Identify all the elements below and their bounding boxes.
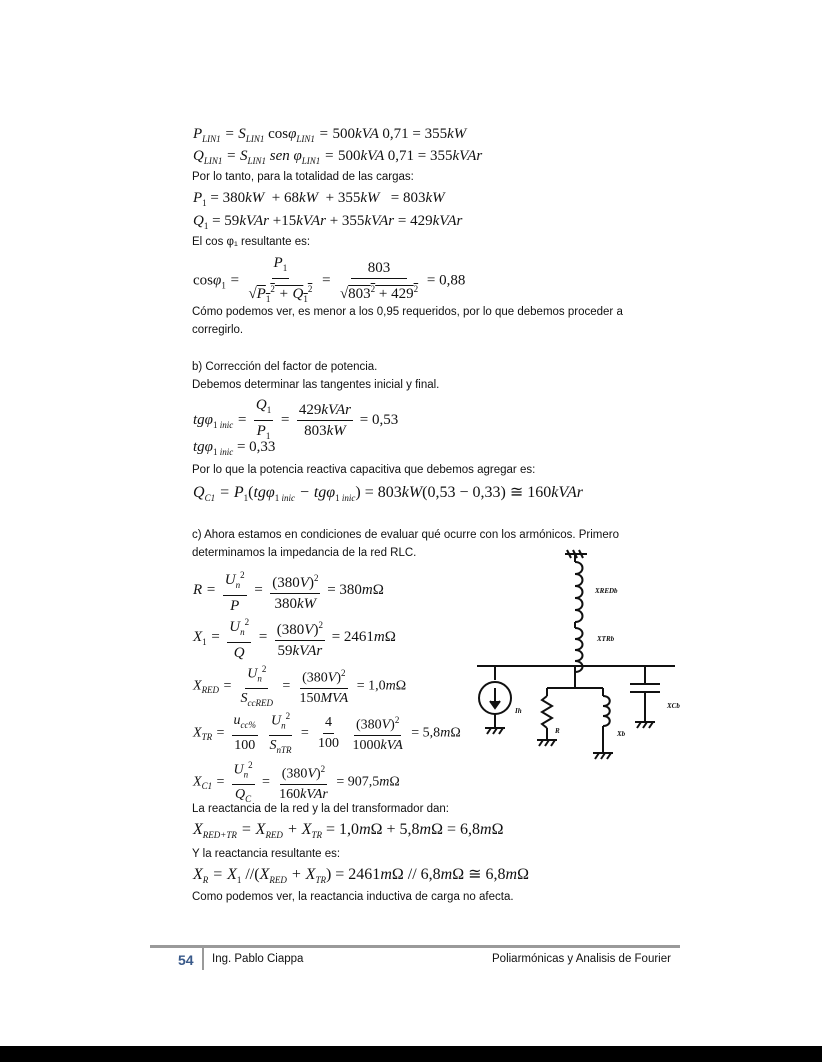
equation-p1: $P_1 = 380kW + 68kW + 355kW = 803kW$ xyxy=(193,190,445,208)
label-xc: XCb xyxy=(667,702,680,710)
text-c-1: c) Ahora estamos en condiciones de evaluar qué ocurre con los armónicos. Primero xyxy=(192,529,619,541)
text-como-2: corregirlo. xyxy=(192,324,244,336)
page-number: 54 xyxy=(178,952,194,968)
equation-q1: $Q_1$ = 59kVAr +15kVAr + 355kVAr = 429kVAr xyxy=(193,213,463,231)
text-b-text: Debemos determinar las tangentes inicial y final. xyxy=(192,379,440,391)
equation-r: R = $\frac{U_n^2}{P}$ = $\frac{(380V)^2}{380kW}$ = 380mΩ xyxy=(193,566,384,615)
text-reactancia-red: La reactancia de la red y la del transformador dan: xyxy=(192,803,449,815)
label-xtr: XTRb xyxy=(597,635,615,643)
rlc-circuit-diagram xyxy=(475,548,685,773)
equation-xtr: $X_{TR}$ = $\frac{u_{cc\%}}{100}$ $\frac{U_n^2}{S_{nTR}}$ = $\frac{4}{100}$ $\frac{(380V)^2}{\text{1000kVA}}$ = 5,8mΩ xyxy=(193,707,461,759)
text-como-1: Cómo podemos ver, es menor a los 0,95 requeridos, por lo que debemos proceder a xyxy=(192,306,623,318)
equation-xred: $X_{RED}$ = $\frac{U_n^2}{S_{ccRED}}$ = $\frac{(380V)^2}{\text{150MVA}}$ = 1,0mΩ xyxy=(193,660,406,712)
equation-xr: $X_R = X_1$ $//(X_{RED} + X_{TR}) = 2461m\Omega // 6,8m\Omega$ ≅ 6,8mΩ xyxy=(193,866,529,886)
bottom-edge-bar xyxy=(0,1046,822,1062)
inductor-xred xyxy=(575,562,583,622)
text-conclusion: Como podemos ver, la reactancia inductiva de carga no afecta. xyxy=(192,891,514,903)
inductor-xb xyxy=(603,696,610,726)
label-xb: Xb xyxy=(617,730,626,738)
equation-tg-inic: tgφ$_1$ $_{inic}$ = $\frac{Q_1}{P_1}$ = $\frac{\text{429kVAr}}{803kW}$ = 0,53 xyxy=(193,397,399,441)
text-reactancia-res: Y la reactancia resultante es: xyxy=(192,848,341,860)
equation-p-lin1: $P_{LIN1} = S_{LIN1}$ cosφ$_{LIN1}$ = 500kVA 0,71 = 355kW xyxy=(193,126,467,144)
equation-cos-phi1: cosφ$_1$ = $\frac{P_1}{√P_1^2 + Q_1^2}$ = $\frac{803}{√803^2 + 429^2}$ = 0,88 xyxy=(193,255,466,304)
equation-x1: $X_1$ = $\frac{U_n^2}{Q}$ = $\frac{(380V)^2}{\text{59kVAr}}$ = 2461mΩ xyxy=(193,613,396,662)
equation-xred-tr: $X_{RED+TR} = X_{RED} + X_{TR} = 1,0m\Omega + 5,8m\Omega = 6,8m\Omega$ xyxy=(193,821,504,841)
text-reactiva: Por lo que la potencia reactiva capacitiva que debemos agregar es: xyxy=(192,464,536,476)
label-ih: Ih xyxy=(515,707,522,715)
equation-q-lin1: $Q_{LIN1} = S_{LIN1}$ sen $\varphi_{LIN1} = 500kVA$ 0,71 = 355kVAr xyxy=(193,148,483,166)
footer-separator xyxy=(202,948,204,970)
text-c-2: determinamos la impedancia de la red RLC. xyxy=(192,547,417,559)
label-xred: XREDb xyxy=(595,587,618,595)
footer-author: Ing. Pablo Ciappa xyxy=(212,953,304,965)
text-b-title: b) Corrección del factor de potencia. xyxy=(192,361,378,373)
text-totalidad: Por lo tanto, para la totalidad de las cargas: xyxy=(192,171,414,183)
resistor-r xyxy=(542,696,552,728)
equation-qc1: $Q_{C1} = P_1(tg\varphi_1$ $_{inic}$ − tgφ$_1$ $_{inic}$) = 803kW(0,53 − 0,33) ≅ 160kVAr xyxy=(193,484,583,504)
footer-rule xyxy=(150,945,680,948)
footer-book-title: Poliarmónicas y Analisis de Fourier xyxy=(492,953,671,965)
label-r: R xyxy=(555,727,560,735)
equation-tg-final: tgφ$_1$ $_{inic}$ = 0,33 xyxy=(193,439,276,457)
text-cos-result: El cos φ₁ resultante es: xyxy=(192,236,311,248)
equation-xc1: $X_{C1}$ = $\frac{U_n^2}{Q_C}$ = $\frac{(380V)^2}{\text{160kVAr}}$ = 907,5mΩ xyxy=(193,756,400,808)
